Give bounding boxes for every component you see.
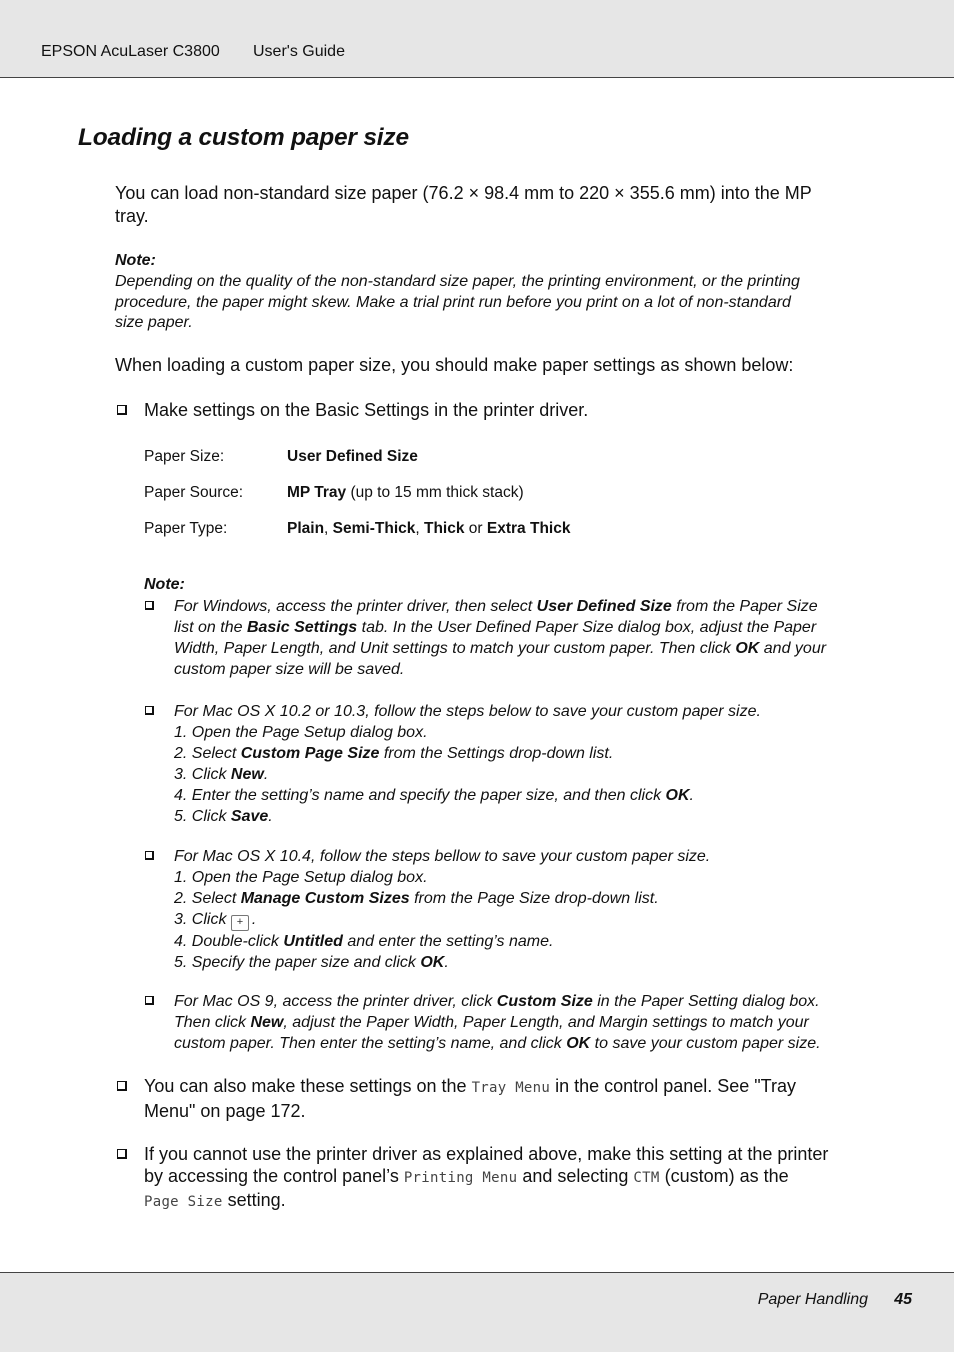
bullet-box-icon [117, 405, 127, 415]
paper-type-label: Paper Type: [144, 520, 228, 537]
plus-icon: + [231, 915, 249, 931]
bullet-box-icon [145, 601, 154, 610]
bullet-text: You can also make these settings on the Tray Menu in the control panel. See "Tray Menu" on page 172. [144, 1076, 796, 1121]
note-mac-10-2: For Mac OS X 10.2 or 10.3, follow the steps below to save your custom paper size. 1. Open the Page Setup dialog box. 2. Select Custom Page Size from the Settings drop-down list. 3. Click New. 4. Enter the setting’s name and specify the paper size, and then click OK. 5. Click Save. [174, 703, 761, 825]
footer-section-title: Paper Handling [757, 1291, 868, 1308]
lead-paragraph: When loading a custom paper size, you should make paper settings as shown below: [115, 355, 794, 375]
intro-paragraph: You can load non-standard size paper (76.2 × 98.4 mm to 220 × 355.6 mm) into the MP tray. [115, 183, 812, 226]
bullet-text: If you cannot use the printer driver as explained above, make this setting at the printer by accessing the control panel’s Printing Menu and selecting CTM (custom) as the Page Size setting. [144, 1144, 829, 1210]
bullet-box-icon [145, 851, 154, 860]
section-heading: Loading a custom paper size [78, 124, 409, 151]
bullet-box-icon [117, 1081, 127, 1091]
page-header [0, 0, 954, 78]
bullet-box-icon [145, 996, 154, 1005]
bullet-box-icon [117, 1149, 127, 1159]
page-footer [0, 1272, 954, 1352]
printing-menu-code: Printing Menu [403, 1170, 518, 1186]
ctm-code: CTM [633, 1170, 660, 1186]
note-text: Depending on the quality of the non-standard size paper, the printing environment, or the printing procedure, the paper might skew. Make a trial print run before you print on a lot of non-standard size paper. [115, 273, 800, 331]
page-number: 45 [894, 1291, 912, 1308]
header-title: EPSON AcuLaser C3800 [41, 43, 220, 60]
paper-size-value: User Defined Size [287, 448, 418, 465]
bullet-text: Make settings on the Basic Settings in the printer driver. [144, 400, 589, 420]
paper-source-value: MP Tray (up to 15 mm thick stack) [287, 484, 524, 501]
note-label: Note: [144, 576, 185, 593]
paper-size-label: Paper Size: [144, 448, 225, 465]
note-label: Note: [115, 252, 156, 269]
note-mac-10-4: For Mac OS X 10.4, follow the steps bellow to save your custom paper size. 1. Open the Page Setup dialog box. 2. Select Manage Custom Sizes from the Page Size drop-down list. 3. Click + . 4. Double-click Untitled and enter the setting’s name. 5. Specify the paper size and click OK. [174, 848, 711, 971]
page-size-code: Page Size [144, 1194, 223, 1210]
tray-menu-code: Tray Menu [471, 1080, 551, 1096]
note-windows: For Windows, access the printer driver, then select User Defined Size from the Paper Size list on the Basic Settings tab. In the User Defined Paper Size dialog box, adjust the Paper Width, Paper Length, and Unit settings to match your custom paper. Then click OK and your custom paper size will be saved. [174, 598, 827, 678]
paper-source-label: Paper Source: [144, 484, 244, 501]
bullet-box-icon [145, 706, 154, 715]
header-subtitle: User's Guide [253, 43, 345, 60]
note-mac-os-9: For Mac OS 9, access the printer driver, click Custom Size in the Paper Setting dialog box. Then click New, adjust the Paper Width, Paper Length, and Margin settings to match your custom paper. Then enter the setting’s name, and click OK to save your custom paper size. [174, 993, 821, 1052]
paper-type-value: Plain, Semi-Thick, Thick or Extra Thick [287, 520, 571, 537]
